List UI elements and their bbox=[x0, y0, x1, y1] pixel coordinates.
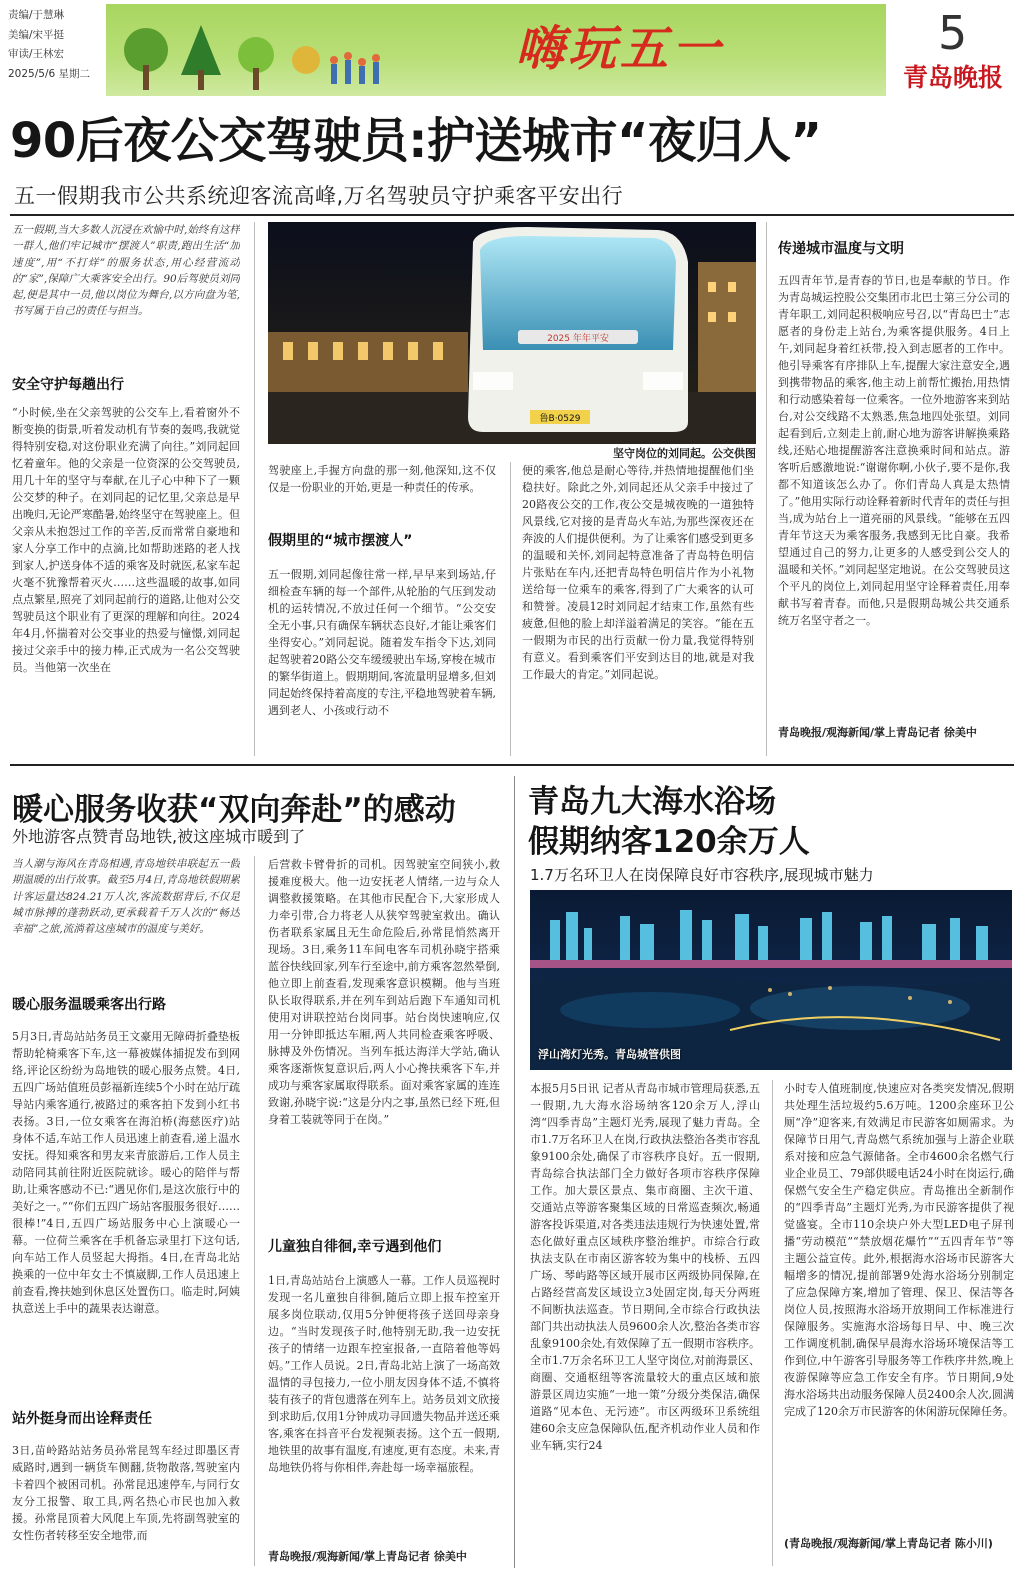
column-rule bbox=[766, 222, 767, 756]
article1-title: 90后夜公交驾驶员:护送城市“夜归人” bbox=[10, 113, 822, 169]
divider bbox=[10, 764, 1014, 766]
article3-col1-body: 本报5月5日讯 记者从青岛市城市管理局获悉,五一假期,九大海水浴场纳客120余万人,浮山湾“四季青岛”主题灯光秀,展现了魅力青岛。全市1.7万名环卫人在岗,行政执法整治各类市容乱象9100余处,确保了市容秩序良好。五一假期,青岛综合执法部门全力做好各项市容秩序保障工作。加大景区景点、集市商圈、主次干道、交通站点等游客聚集区域的日常巡查频次,畅通游客投诉渠道,对各类违法违规行为快速处置,常态化做好重点区域秩序整治维护。市综合行政执法支队在市南区游客较为集中的栈桥、五四广场、琴屿路等区域开展市区两级协同保障,在占路经营高发区域设立3处固定岗,每天分两班不间断执法巡查。节日期间,全市综合行政执法部门共出动执法人员9600余人次,整治各类市容乱象9100余处,有效保障了五一假期市容秩序。全市1.7万余名环卫工人坚守岗位,对前海景区、商圈、交通枢纽等客流量较大的重点区域和旅游景区周边实施“一地一策”分级分类保洁,确保道路“见本色、无污迹”。市区两级环卫系统组建60余支应急保障队伍,配齐机动作业人员和作业车辆,实行24 bbox=[530, 1082, 760, 1452]
night-bay-skyline-illustration bbox=[530, 890, 1012, 1070]
article3-col2-body: 小时专人值班制度,快速应对各类突发情况,假期共处理生活垃圾约5.6万吨。1200余座环卫公厕“净”迎客来,有效满足市民游客如厕需求。为保障节日用气,青岛燃气系统加强与上游企业联系对接和应急气源储备。全市4600余名燃气行业企业员工、79部供暖电话24小时在岗运行,确保燃气安全生产稳定供应。青岛推出全新制作的“四季青岛”主题灯光秀,为市民游客提供了视觉盛宴。全市110余块户外大型LED电子屏刊播“劳动模范”“禁放烟花爆竹”“五四青年节”等主题公益宣传。此外,根据海水浴场市民游客大幅增多的情况,提前部署9处海水浴场分别制定了应急保障方案,增加了管理、保卫、保洁等各岗位人员,按照海水浴场开放期间工作标准进行保障服务。实施海水浴场每日早、中、晚三次工作调度机制,确保早晨海水浴场环境保洁等工作到位,中午游客引导服务等工作秩序井然,晚上夜游保障等应急工作安全有序。节日期间,9处海水浴场共出动服务保障人员2400余人次,圆满完成了120余万市民游客的休闲游玩保障任务。 bbox=[784, 1082, 1014, 1418]
column-rule bbox=[772, 1080, 773, 1566]
article-separator bbox=[514, 776, 515, 1568]
article1-section3-body: 五四青年节,是青春的节日,也是奉献的节日。作为青岛城运控股公交集团市北巴士第三分公司的青年职工,刘同起积极响应号召,以“青岛巴士”志愿者的身份走上站台,为乘客提供服务。4日上午,刘同起身着红袄带,投入到志愿者的工作中。他引导乘客有序排队上车,提醒大家注意安全,遇到携带物品的乘客,他主动上前帮忙搬抬,用热情和行动感染着每一位乘客。一位外地游客来到站台,对公交线路不太熟悉,焦急地四处张望。刘同起看到后,立刻走上前,耐心地为游客讲解换乘路线,还贴心地提醒游客注意换乘时间和站点。游客听后感激地说:“谢谢你啊,小伙子,要不是你,我都不知道该怎么办了。你们青岛人真是太热情了。”他用实际行动诠释着新时代青年的责任与担当,成为站台上一道亮丽的风景线。“能够在五四青年节这天为乘客服务,我感到无比自豪。我希望通过自己的努力,让更多的人感受到公交人的温暖和关怀。”刘同起坚定地说。在公交驾驶员这个平凡的岗位上,刘同起用坚守诠释着责任,用奉献书写着青春。而他,只是假期岛城公共交通系统万名坚守者之一。 bbox=[778, 274, 1010, 627]
article2-section2-heading: 站外挺身而出诠释责任 bbox=[12, 1411, 152, 1427]
bus-driver-photo bbox=[268, 222, 756, 444]
page-number: 5 bbox=[938, 6, 968, 60]
article2-section3-body: 1日,青岛站站台上演感人一幕。工作人员巡视时发现一名儿童独自徘徊,随后立即上报车控室开展多岗位联动,仅用5分钟便将孩子送回母亲身边。“当时发现孩子时,他特别无助,我一边安抚孩子的情绪一边跟车控室报备,一直陪着他等妈妈。”工作人员说。2日,青岛北站上演了一场高效温情的寻包接力,一位小朋友因身体不适,不慎将装有孩子的背包遗落在列车上。站务员刘文欣接到求助后,仅用1分钟成功寻回遗失物品并送还乘客,乘客在抖音平台发视频表扬。这个五一假期,地铁里的故事有温度,有速度,更有态度。未来,青岛地铁仍将与你相伴,奔赴每一场幸福旅程。 bbox=[268, 1274, 500, 1474]
article2-byline: 青岛晚报/观海新闻/掌上青岛记者 徐美中 bbox=[268, 1550, 467, 1563]
article3-title-line2: 假期纳客120余万人 bbox=[528, 824, 810, 860]
article1-section3-heading: 传递城市温度与文明 bbox=[778, 241, 904, 257]
newspaper-logo: 青岛晚报 bbox=[902, 63, 1003, 92]
credit-designer: 美编/宋平挺 bbox=[8, 28, 65, 41]
article2-lead: 当人潮与海风在青岛相遇,青岛地铁串联起五一假期温暖的出行故事。截至5月4日,青岛地铁假期累计客运量达824.21万人次,客流数据背后,不仅是城市脉搏的蓬勃跃动,更承载着千万人次的“畅达幸福”之旅,流淌着这座城市的温度与美好。 bbox=[12, 858, 240, 936]
article1-section2-body: 五一假期,刘同起像往常一样,早早来到场站,仔细检查车辆的每一个部件,从轮胎的气压到发动机的运转情况,不放过任何一个细节。“公交安全无小事,只有确保车辆状态良好,才能让乘客们坐得安心。”刘同起说。随着发车指令下达,刘同起驾驶着20路公交车缓缓驶出车场,穿梭在城市的繁华街道上。假期期间,客流量明显增多,但刘同起始终保持着高度的专注,平稳地驾驶着车辆,遇到老人、小孩或行动不 bbox=[268, 568, 496, 717]
issue-date: 2025/5/6 星期二 bbox=[8, 67, 90, 80]
bus-sign: 2025 年年平安 bbox=[547, 334, 609, 344]
article1-section2-heading: 假期里的“城市摆渡人” bbox=[268, 533, 413, 549]
column-rule bbox=[510, 462, 511, 756]
article2-section1-heading: 暖心服务温暖乘客出行路 bbox=[12, 997, 166, 1013]
article2-section3-heading: 儿童独自徘徊,幸亏遇到他们 bbox=[268, 1239, 442, 1255]
article2-subtitle: 外地游客点赞青岛地铁,被这座城市暖到了 bbox=[12, 827, 306, 846]
article2-section2-body: 3日,苗岭路站站务员孙常昆驾车经过即墨区青威路时,遇到一辆货车侧翻,货物散落,驾驶室内卡着四个被困司机。孙常昆迅速停车,与同行女友分工报警、取工具,两名热心市民也加入救援。孙常昆顶着大风爬上车顶,先将副驾驶室的女性伤者转移至安全地带,而 bbox=[12, 1444, 240, 1542]
article2-section1-body: 5月3日,青岛站站务员王文豪用无障碍折叠垫板帮助轮椅乘客下车,这一幕被媒体捕捉发布到网络,评论区纷纷为岛地铁的暖心服务点赞。4日,五四广场站值班员彭福新连续5个小时在站厅疏导站内乘客通行,被路过的乘客拍下发到小红书表扬。3日,一位女乘客在海泊桥(海慈医疗)站身体不适,车站工作人员迅速上前查看,递上温水安抚。得知乘客和男友来青旅游后,工作人员主动陪同其前往附近医院就诊。暖心的陪伴与帮助,让乘客感动不已:“遇见你们,是这次旅行中的美好之一。”“你们五四广场站客服服务很好……很棒!”4日,五四广场站服务中心上演暖心一幕。一位荷兰乘客在手机备忘录里打下这句话,向车站工作人员竖起大拇指。4日,在青岛北站换乘的一位中年女士不慎崴脚,工作人员迅速上前查看,搀扶她到休息区处置伤口。临走时,阿姨执意送上手中的蔬果表达谢意。 bbox=[12, 1030, 240, 1315]
article2-title: 暖心服务收获“双向奔赴”的感动 bbox=[12, 792, 456, 828]
article1-subtitle: 五一假期我市公共系统迎客流高峰,万名驾驶员守护乘客平安出行 bbox=[14, 184, 624, 208]
article3-title bbox=[528, 782, 1018, 862]
night-bus-illustration bbox=[268, 222, 756, 444]
editor-credits bbox=[8, 6, 92, 84]
light-show-photo bbox=[530, 890, 1012, 1070]
article3-title-line1: 青岛九大海水浴场 bbox=[528, 784, 776, 820]
article2-col2-body: 后营救卡臂骨折的司机。因驾驶室空间狭小,救援难度极大。他一边安抚老人情绪,一边与众人调整救援策略。在其他市民配合下,大家形成人力牵引带,合力将老人从狭窄驾驶室救出。确认伤者联系家属且无生命危险后,孙常昆悄然离开现场。3日,乘务11车间电客车司机孙晓宇搭乘蓝谷快线回家,列车行至途中,前方乘客忽然晕倒,他立即上前查看,发现乘客意识模糊。他与当班队长取得联系,并在列车到站后跑下车通知司机使用对讲联控站台岗同事。站台岗快速响应,仅用一分钟即抵达车厢,两人共同检查乘客呼吸、脉搏及外伤情况。当列车抵达海洋大学站,确认乘客逐渐恢复意识后,两人小心搀扶乘客下车,并成功与乘客家属取得联系。面对乘客家属的连连致谢,孙晓宇说:“这是分内之事,虽然已经下班,但身着工装就等同于在岗。” bbox=[268, 858, 500, 1126]
page-banner bbox=[106, 4, 886, 96]
light-show-caption: 浮山湾灯光秀。青岛城管供图 bbox=[538, 1048, 681, 1061]
article1-col2-top: 驾驶座上,手握方向盘的那一刻,他深知,这不仅仅是一份职业的开始,更是一种责任的传承。 bbox=[268, 464, 496, 494]
article1-section-heading: 安全守护每趟出行 bbox=[12, 377, 124, 393]
bus-plate: 鲁B·0529 bbox=[539, 414, 581, 424]
credit-reviewer: 审读/王林宏 bbox=[8, 48, 65, 60]
article3-byline: (青岛晚报/观海新闻/掌上青岛记者 陈小川) bbox=[784, 1537, 993, 1550]
article1-col3-body: 便的乘客,他总是耐心等待,并热情地提醒他们坐稳扶好。除此之外,刘同起还从父亲手中接过了20路夜公交的工作,夜公交是城夜晚的一道独特风景线,它对接的是青岛火车站,为那些深夜还在奔波的人们提供便利。为了让乘客们感受到更多的温暖和关怀,刘同起特意准备了青岛特色明信片张贴在车内,还把青岛特色明信片作为小礼物送给每一位乘车的乘客,得到了广大乘客的认可和赞誉。凌晨12时刘同起才结束工作,虽然有些疲惫,但他的脸上却洋溢着满足的笑容。“能在五一假期为市民的出行贡献一份力量,我觉得特别有意义。看到乘客们平安到达目的地,就是对我工作最大的肯定。”刘同起说。 bbox=[522, 464, 754, 681]
banner-slogan: 嗨玩五一 bbox=[516, 21, 725, 77]
article1-byline: 青岛晚报/观海新闻/掌上青岛记者 徐美中 bbox=[778, 726, 977, 739]
article1-section1-body: “小时候,坐在父亲驾驶的公交车上,看着窗外不断变换的街景,听着发动机有节奏的轰鸣,我就觉得特别安稳,对这份职业充满了向往。”刘同起回忆着童年。他的父亲是一位资深的公交驾驶员,用几十年的坚守与奉献,在儿子心中种下了一颗公交梦的种子。在刘同起的记忆里,父亲总是早出晚归,无论严寒酷暑,始终坚守在驾驶座上。但父亲从未抱怨过工作的辛苦,反而常常自豪地和家人分享工作中的点滴,比如帮助迷路的老人找到家人,护送身体不适的乘客及时就医,私家车起火毫不犹豫帮着灭火……这些温暖的故事,如同点点繁星,照亮了刘同起前行的道路,让他对公交驾驶员这个职业有了更深的理解和向往。2024年4月,怀揣着对公交事业的热爱与憧憬,刘同起接过父亲手中的接力棒,正式成为一名公交驾驶员。当他第一次坐在 bbox=[12, 406, 240, 674]
article3-subtitle: 1.7万名环卫人在岗保障良好市容秩序,展现城市魅力 bbox=[530, 866, 874, 884]
trees-and-people-illustration bbox=[116, 20, 416, 90]
credit-editor: 责编/于慧琳 bbox=[8, 9, 65, 21]
article1-lead: 五一假期,当大多数人沉浸在欢愉中时,始终有这样一群人,他们牢记城市“摆渡人”职责,跑出生活“加速度”,用“不打烊”的服务状态,用心经营流动的“家”,保障广大乘客安全出行。90后驾驶员刘同起,便是其中一员,他以岗位为舞台,以方向盘为笔,书写属于自己的责任与担当。 bbox=[12, 224, 240, 318]
column-rule bbox=[254, 856, 255, 1566]
bus-photo-caption: 坚守岗位的刘同起。公交供图 bbox=[613, 447, 756, 460]
divider bbox=[10, 214, 1014, 216]
column-rule bbox=[254, 222, 255, 756]
